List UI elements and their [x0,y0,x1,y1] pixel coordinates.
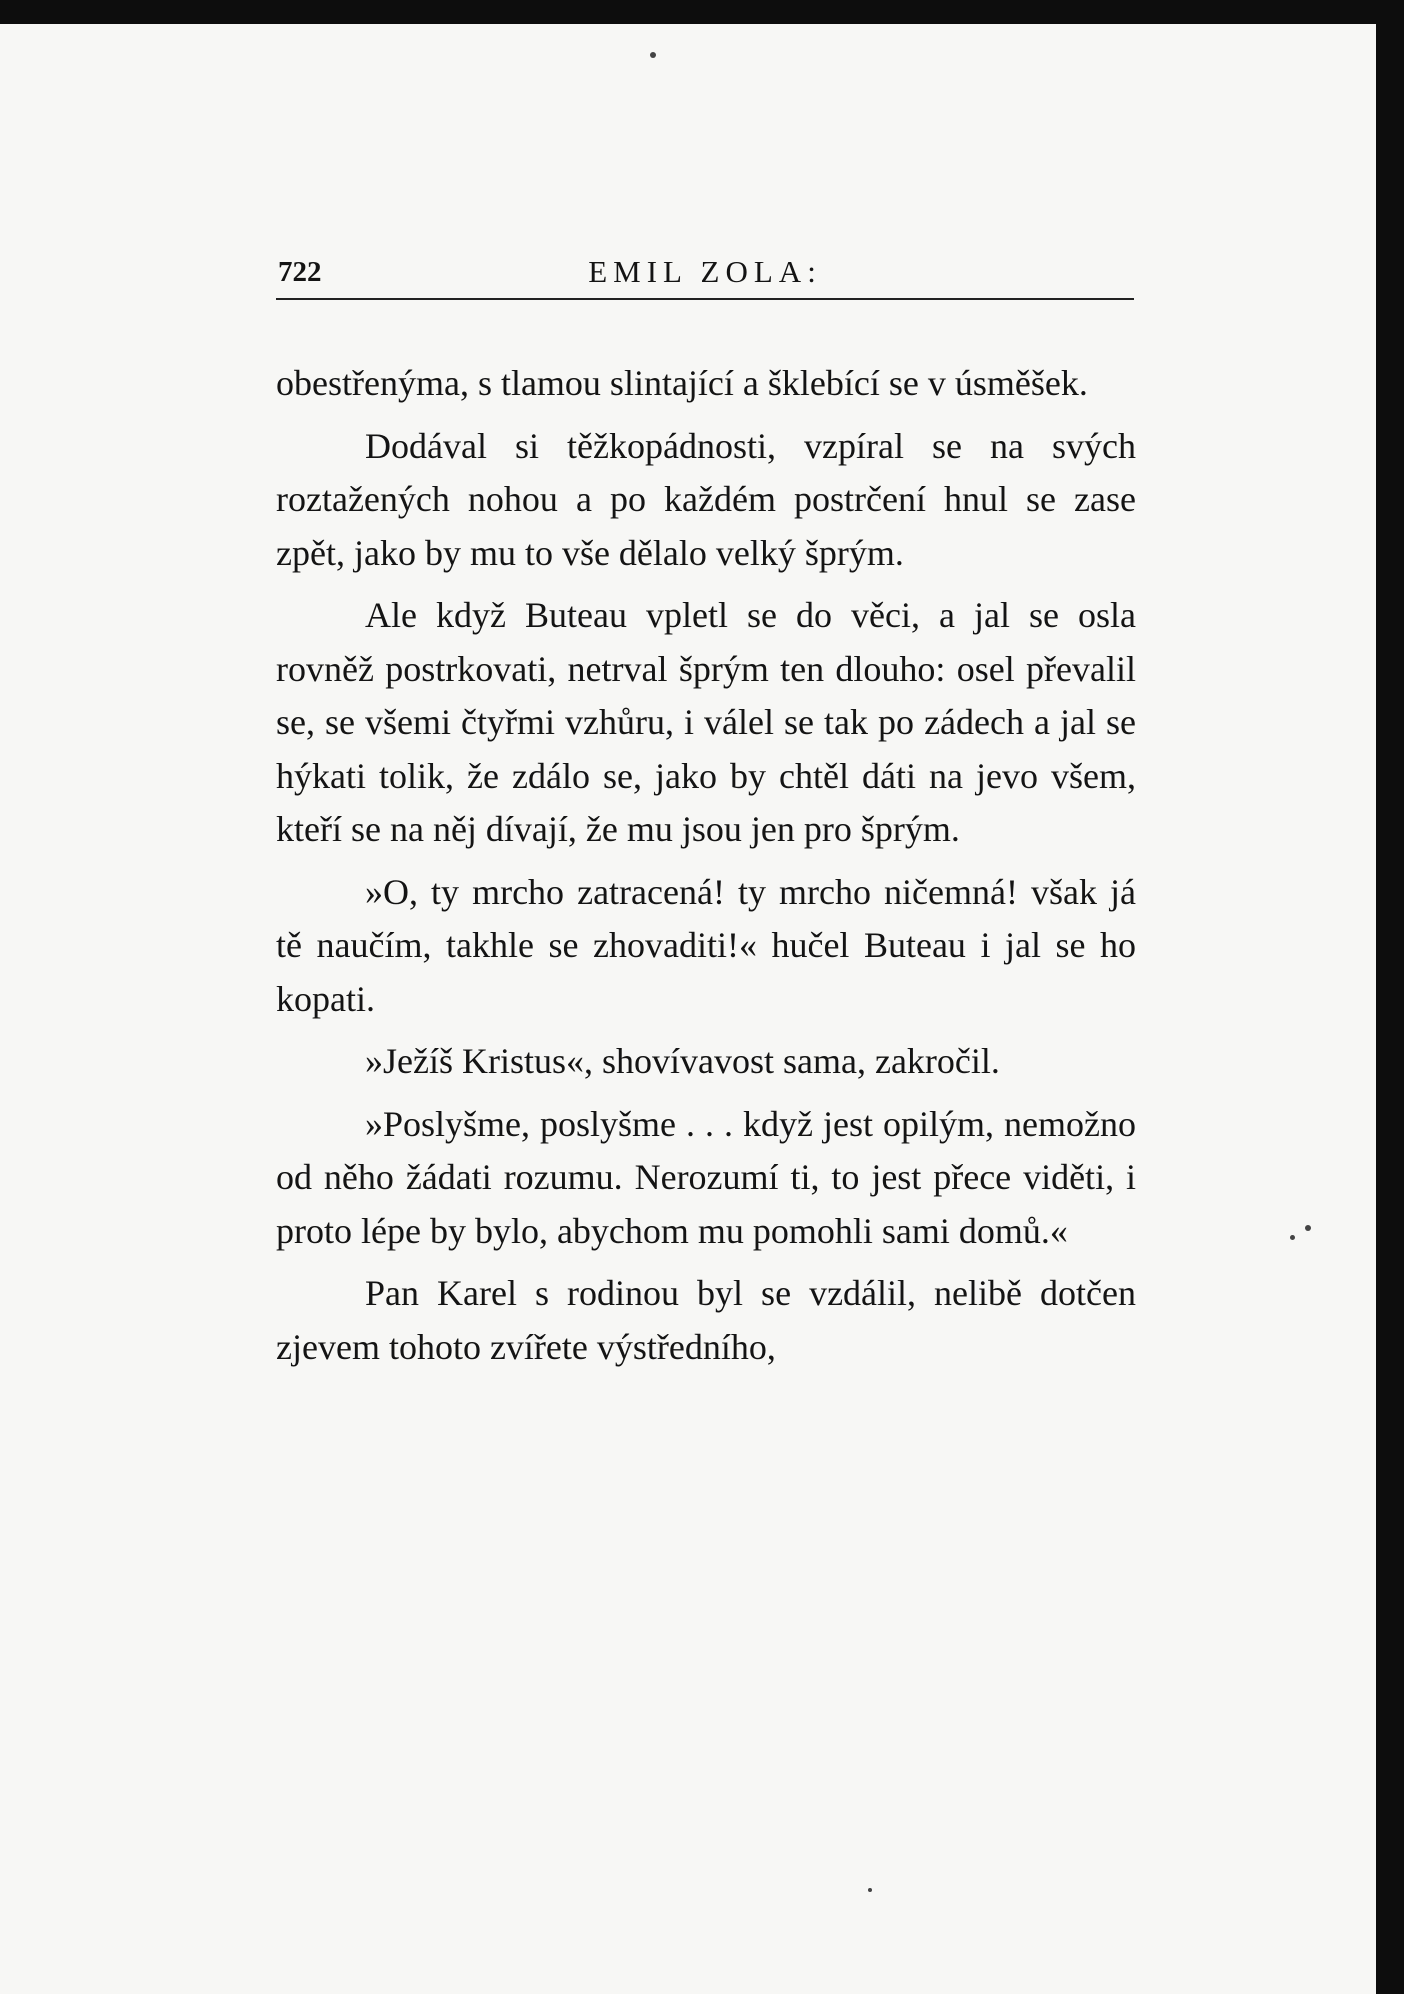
body-text [276,357,1136,1374]
paragraph-4: »O, ty mrcho zatracená! ty mrcho ničemná! však já tě naučím, takhle se zhovaditi!« hučel Buteau i jal se ho kopati. [276,871,1136,1019]
paragraph-6: »Poslyšme, poslyšme . . . když jest opilým, nemožno od něho žádati rozumu. Nerozumí ti, to jest přece viděti, i proto lépe by bylo, abychom mu pomohli sami domů.« [276,1103,1136,1251]
paragraph-7: Pan Karel s rodinou byl se vzdálil, nelibě dotčen zjevem tohoto zvířete výstředního, [276,1273,1136,1367]
paragraph-5: »Ježíš Kristus«, shovívavost sama, zakročil. [365,1041,1000,1081]
page-header [276,250,1134,302]
scan-speck [868,1888,872,1892]
scan-speck [1305,1225,1311,1231]
paragraph-1: obestřenýma, s tlamou slintající a šklebící se v úsměšek. [276,363,1088,403]
scan-speck [650,52,656,58]
scan-speck [1290,1235,1295,1240]
header-rule [276,298,1134,300]
scan-border-right [1376,0,1404,1994]
scan-border-top [0,0,1404,24]
paragraph-2: Dodával si těžkopádnosti, vzpíral se na svých roztažených nohou a po každém postrčení hnul se zase zpět, jako by mu to vše dělalo velký šprým. [276,425,1136,573]
page-number: 722 [278,256,322,288]
running-title: EMIL ZOLA: [588,254,822,289]
paragraph-3: Ale když Buteau vpletl se do věci, a jal se osla rovněž postrkovati, netrval šprým ten dlouho: osel převalil se, se všemi čtyřmi vzhůru, i válel se tak po zádech a jal se hýkati tolik, že zdálo se, jako by chtěl dáti na jevo všem, kteří se na něj dívají, že mu jsou jen pro šprým. [276,595,1136,849]
